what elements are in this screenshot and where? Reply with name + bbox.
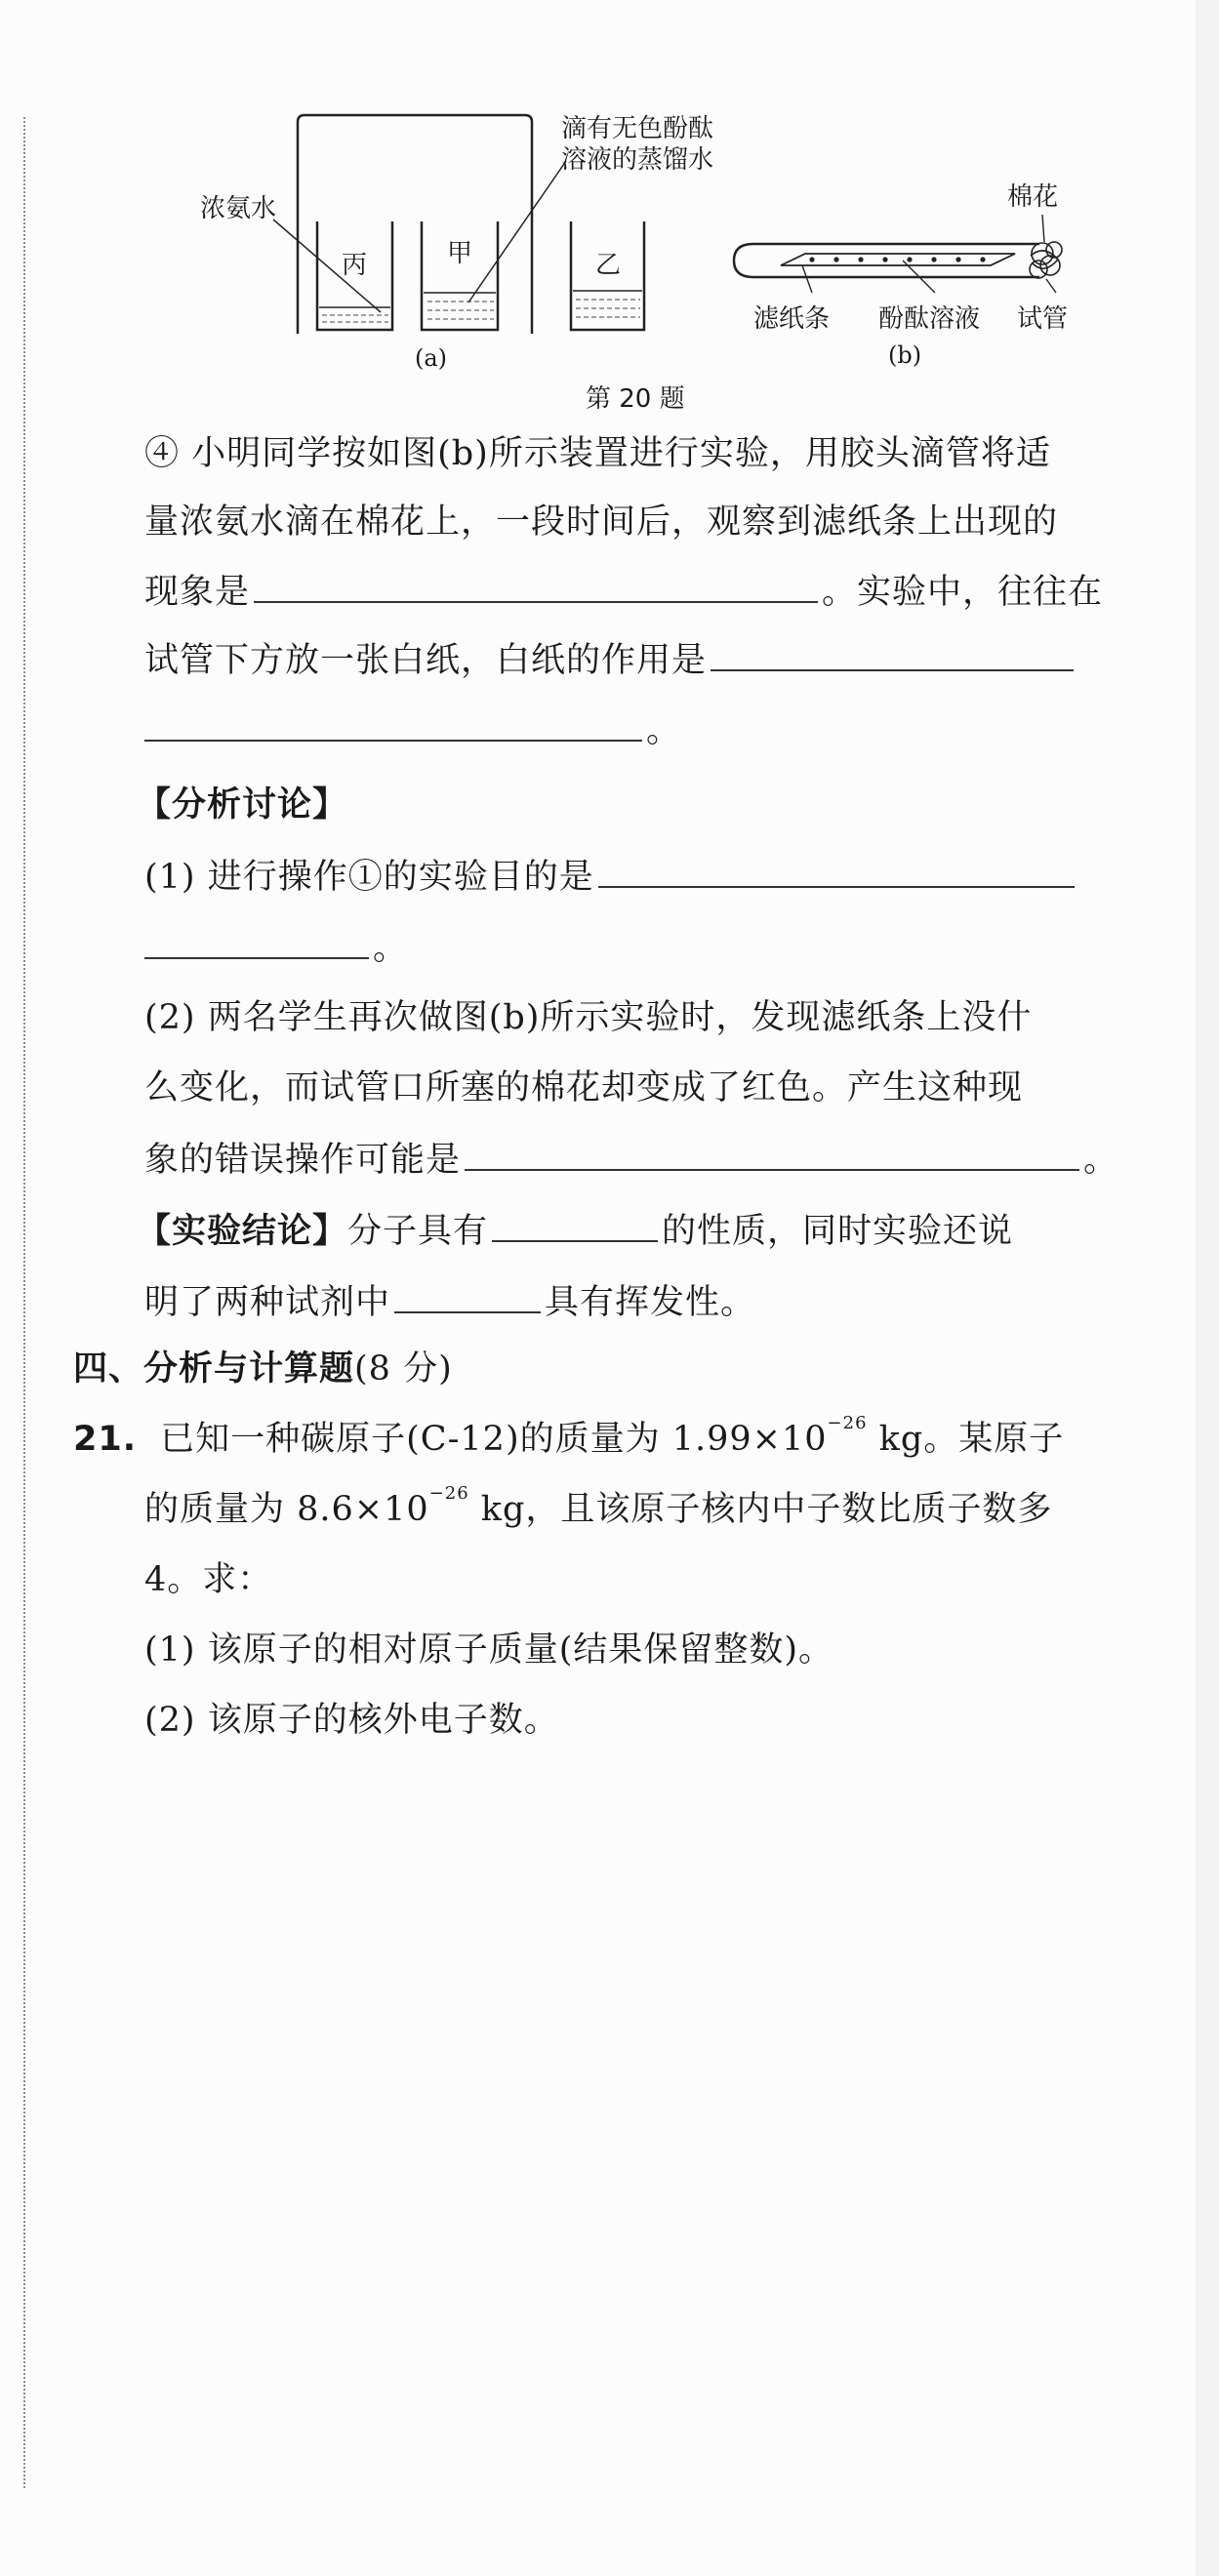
analysis-p2-line2: 么变化，而试管口所塞的棉花却变成了红色。产生这种现 [144, 1068, 1024, 1107]
label-cotton: 棉花 [1007, 182, 1059, 212]
conclusion-line1 [137, 1205, 1013, 1256]
answer-blank-error-operation[interactable] [465, 1134, 1079, 1171]
filter-paper-strip [781, 254, 1015, 265]
caption-a: (a) [415, 344, 448, 372]
label-drop-line2: 溶液的蒸馏水 [561, 145, 714, 175]
q21-line2-text: 的质量为 8.6×10 [144, 1490, 429, 1529]
caption-b: (b) [888, 342, 922, 369]
answer-blank-property[interactable] [492, 1205, 658, 1242]
answer-blank-purpose-cont[interactable] [144, 922, 369, 959]
q4-line4 [144, 634, 1077, 685]
conclusion-heading: 【实验结论】 [137, 1212, 348, 1251]
q21-line1-text: 已知一种碳原子(C-12)的质量为 1.99×10 [160, 1420, 828, 1459]
label-ammonia: 浓氨水 [200, 194, 277, 223]
analysis-p2-line3 [144, 1134, 1118, 1185]
q4-line3-text: 现象是 [144, 573, 251, 612]
answer-blank-white-paper-cont[interactable] [144, 704, 642, 742]
answer-blank-reagent[interactable] [394, 1276, 541, 1313]
figure-title: 第 20 题 [586, 384, 685, 414]
cotton-plug [1030, 242, 1062, 278]
q4-line4-text: 试管下方放一张白纸，白纸的作用是 [144, 641, 708, 680]
conclusion-line2-end: 具有挥发性。 [545, 1283, 756, 1322]
beaker-yi-label: 乙 [595, 251, 622, 280]
experiment-figure [176, 107, 1113, 420]
beaker-bing-label: 丙 [342, 251, 368, 280]
q21-line2 [144, 1485, 1052, 1534]
analysis-heading: 【分析讨论】 [137, 785, 348, 825]
label-filter: 滤纸条 [753, 304, 831, 334]
q4-line5 [144, 704, 681, 755]
analysis-p1-end: 。 [373, 929, 409, 968]
q4-line3-text-b: 。实验中，往往在 [822, 573, 1104, 612]
analysis-p1 [144, 851, 1078, 902]
section4-heading: 四、分析与计算题 [73, 1349, 355, 1389]
label-drop-line1: 滴有无色酚酞 [561, 114, 714, 143]
q21-line1 [73, 1415, 1064, 1464]
label-phenol: 酚酞溶液 [878, 304, 981, 334]
apparatus-diagram [176, 107, 1113, 420]
q21-sub1: (1) 该原子的相对原子质量(结果保留整数)。 [144, 1630, 834, 1670]
q21-number: 21. [73, 1420, 138, 1459]
analysis-p2-line3-text: 象的错误操作可能是 [144, 1141, 462, 1180]
q4-line2: 量浓氨水滴在棉花上，一段时间后，观察到滤纸条上出现的 [144, 503, 1059, 542]
q21-line1-end: kg。某原子 [867, 1420, 1065, 1459]
answer-blank-white-paper[interactable] [711, 634, 1074, 671]
answer-blank-phenomenon[interactable] [254, 566, 818, 603]
beaker-jia-label: 甲 [447, 239, 473, 268]
leader-phenol-water [468, 161, 566, 302]
analysis-p1-text: (1) 进行操作①的实验目的是 [144, 858, 594, 897]
conclusion-line2-text: 明了两种试剂中 [144, 1283, 391, 1322]
q4-line3 [144, 566, 1103, 617]
conclusion-text-a: 分子具有 [347, 1212, 489, 1251]
q4-line5-end: 。 [646, 711, 682, 750]
analysis-p2-end: 。 [1083, 1141, 1119, 1180]
q21-exponent-2: −26 [428, 1483, 469, 1504]
q21-sub2: (2) 该原子的核外电子数。 [144, 1701, 559, 1740]
binding-margin-line [23, 117, 25, 2488]
q21-exponent-1: −26 [827, 1413, 868, 1433]
section4-score: (8 分) [354, 1349, 453, 1389]
label-tube: 试管 [1017, 304, 1069, 334]
q21-line3: 4。求： [144, 1560, 273, 1599]
conclusion-line2 [144, 1276, 755, 1327]
section4-heading-row [73, 1345, 453, 1393]
analysis-p1-cont [144, 922, 408, 973]
q4-line1: ④ 小明同学按如图(b)所示装置进行实验，用胶头滴管将适 [144, 434, 1051, 473]
q21-line2-end: kg，且该原子核内中子数比质子数多 [468, 1490, 1053, 1529]
test-tube [734, 215, 1062, 293]
analysis-p2-line1: (2) 两名学生再次做图(b)所示实验时，发现滤纸条上没什 [144, 998, 1033, 1037]
conclusion-text-b: 的性质，同时实验还说 [662, 1212, 1014, 1251]
answer-blank-purpose[interactable] [598, 851, 1075, 888]
